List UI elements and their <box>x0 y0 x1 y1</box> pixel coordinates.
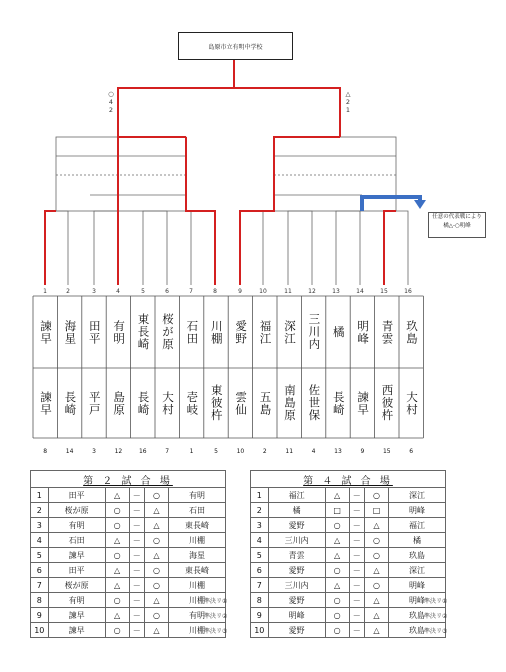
result-a: ○ <box>325 593 349 608</box>
match-number: 10 <box>31 623 49 638</box>
result-b: △ <box>145 548 169 563</box>
match-number: 1 <box>31 488 49 503</box>
result-a: ○ <box>105 593 129 608</box>
match-number: 3 <box>31 518 49 533</box>
match-number: 9 <box>251 608 269 623</box>
team-name: 玖島 <box>404 319 419 345</box>
slot-number: 16 <box>404 288 412 295</box>
team-a: 福江 <box>268 488 325 503</box>
team-a: 明峰 <box>268 608 325 623</box>
team-name: 桜が原 <box>160 313 175 351</box>
match-number: 1 <box>251 488 269 503</box>
dash: － <box>349 518 365 533</box>
semifinal-note: 準決リ③ <box>424 628 448 635</box>
team-name: 深江 <box>282 319 297 345</box>
semifinal-note: 準決リ③ <box>204 628 228 635</box>
team-b: 玖島 <box>388 608 445 623</box>
slot-number: 6 <box>165 288 169 295</box>
team-a: 愛野 <box>268 593 325 608</box>
note-line-1: 任意の代表戦により <box>432 214 482 220</box>
final-score-right: 2 <box>345 98 351 106</box>
result-b: △ <box>145 503 169 518</box>
team-b: 海星 <box>168 548 225 563</box>
slot-number: 5 <box>141 288 145 295</box>
team-region: 東彼杵 <box>209 384 224 422</box>
result-b: △ <box>365 623 389 638</box>
match-number: 5 <box>31 548 49 563</box>
result-a: △ <box>105 563 129 578</box>
result-b: △ <box>365 608 389 623</box>
slot-number: 11 <box>284 288 292 295</box>
result-a: △ <box>325 488 349 503</box>
team-region: 五島 <box>258 390 273 416</box>
draw-number: 5 <box>214 448 218 455</box>
team-a: 有明 <box>48 518 105 533</box>
champion-box: 島原市立有明中学校 <box>178 32 293 60</box>
match-number: 5 <box>251 548 269 563</box>
dash: － <box>349 623 365 638</box>
dash: － <box>129 518 145 533</box>
draw-number: 16 <box>138 448 147 455</box>
team-name: 青雲 <box>380 319 395 345</box>
dash: － <box>129 608 145 623</box>
draw-number: 14 <box>65 448 74 455</box>
final-score-right: 1 <box>345 106 351 114</box>
team-name: 川棚 <box>209 319 224 345</box>
final-score-left: ○ <box>108 90 114 98</box>
team-name: 諫早 <box>38 319 53 345</box>
team-b: 明峰 <box>388 503 445 518</box>
team-a: 諫早 <box>48 548 105 563</box>
note-line-2: 橘△-○明峰 <box>443 223 471 229</box>
match-number: 4 <box>251 533 269 548</box>
team-name: 明峰 <box>356 319 371 345</box>
dash: － <box>349 533 365 548</box>
result-a: ○ <box>105 548 129 563</box>
result-a: △ <box>325 548 349 563</box>
semifinal-note: 準決リ② <box>424 613 448 620</box>
result-a: △ <box>105 578 129 593</box>
dash: － <box>349 578 365 593</box>
match-number: 3 <box>251 518 269 533</box>
match-number: 6 <box>31 563 49 578</box>
slot-number: 1 <box>43 288 47 295</box>
result-a: △ <box>325 533 349 548</box>
team-b: 東長崎 <box>168 563 225 578</box>
team-b: 川棚 <box>168 533 225 548</box>
result-b: △ <box>145 518 169 533</box>
team-b: 川棚 <box>168 593 225 608</box>
draw-number: 3 <box>92 448 96 455</box>
result-b: △ <box>145 593 169 608</box>
team-b: 深江 <box>388 488 445 503</box>
slot-number: 14 <box>356 288 364 295</box>
result-b: △ <box>145 623 169 638</box>
team-region: 平戸 <box>87 390 102 416</box>
result-b: ○ <box>145 488 169 503</box>
draw-number: 7 <box>165 448 170 455</box>
team-a: 諫早 <box>48 623 105 638</box>
team-a: 桜が原 <box>48 503 105 518</box>
slot-number: 10 <box>259 288 267 295</box>
team-a: 愛野 <box>268 563 325 578</box>
team-a: 桜が原 <box>48 578 105 593</box>
team-name: 石田 <box>185 319 200 345</box>
team-region: 大村 <box>404 390 419 416</box>
draw-number: 11 <box>285 448 294 455</box>
dash: － <box>129 563 145 578</box>
dash: － <box>349 608 365 623</box>
team-a: 愛野 <box>268 518 325 533</box>
team-a: 橘 <box>268 503 325 518</box>
team-a: 田平 <box>48 488 105 503</box>
team-name: 橘 <box>331 325 346 339</box>
draw-number: 1 <box>189 448 194 455</box>
match-number: 4 <box>31 533 49 548</box>
dash: － <box>129 533 145 548</box>
match-number: 10 <box>251 623 269 638</box>
dash: － <box>129 623 145 638</box>
draw-number: 4 <box>311 448 316 455</box>
semifinal-note: 準決リ② <box>204 613 228 620</box>
team-region: 西彼杵 <box>380 384 395 422</box>
dash: － <box>349 488 365 503</box>
team-region: 佐世保 <box>307 384 322 422</box>
team-region: 長崎 <box>331 390 346 416</box>
team-region: 壱岐 <box>185 390 200 416</box>
semifinal-note: 準決リ① <box>204 598 228 605</box>
dash: － <box>129 578 145 593</box>
team-name: 東長崎 <box>136 313 151 351</box>
result-b: ○ <box>365 548 389 563</box>
dash: － <box>349 548 365 563</box>
draw-number: 9 <box>360 448 365 455</box>
team-name: 福江 <box>258 319 273 345</box>
draw-number: 15 <box>382 448 391 455</box>
team-region: 諫早 <box>38 390 53 416</box>
team-a: 三川内 <box>268 578 325 593</box>
final-score-right: △ <box>345 90 351 98</box>
draw-number: 6 <box>409 448 414 455</box>
draw-number: 8 <box>43 448 48 455</box>
result-b: ○ <box>145 533 169 548</box>
team-b: 東長崎 <box>168 518 225 533</box>
draw-number: 13 <box>334 448 342 455</box>
slot-number: 15 <box>380 288 388 295</box>
team-region: 諫早 <box>356 390 371 416</box>
team-a: 田平 <box>48 563 105 578</box>
result-b: ○ <box>365 578 389 593</box>
final-score-left: 2 <box>108 106 114 114</box>
team-region: 南島原 <box>282 384 297 422</box>
team-region: 雲仙 <box>234 390 249 416</box>
team-b: 有明 <box>168 608 225 623</box>
result-b: ○ <box>145 563 169 578</box>
result-a: ○ <box>325 623 349 638</box>
semifinal-note: 準決リ① <box>424 598 448 605</box>
result-b: △ <box>365 518 389 533</box>
result-a: △ <box>105 533 129 548</box>
dash: － <box>129 593 145 608</box>
team-b: 明峰 <box>388 593 445 608</box>
result-a: ○ <box>105 503 129 518</box>
draw-number: 2 <box>262 448 267 455</box>
result-b: △ <box>365 593 389 608</box>
team-region: 長崎 <box>63 390 78 416</box>
draw-number: 12 <box>114 448 123 455</box>
team-region: 大村 <box>160 390 175 416</box>
team-name: 海星 <box>63 319 78 345</box>
dash: － <box>349 593 365 608</box>
team-name: 田平 <box>87 319 102 345</box>
team-b: 玖島 <box>388 548 445 563</box>
slot-number: 2 <box>66 288 70 295</box>
team-b: 石田 <box>168 503 225 518</box>
team-region: 島原 <box>112 390 127 416</box>
result-a: △ <box>105 608 129 623</box>
team-name: 愛野 <box>234 319 249 345</box>
dash: － <box>129 548 145 563</box>
match-number: 8 <box>31 593 49 608</box>
result-b: ○ <box>145 578 169 593</box>
result-a: ○ <box>105 518 129 533</box>
result-b: ○ <box>145 608 169 623</box>
team-b: 深江 <box>388 563 445 578</box>
result-a: ○ <box>325 563 349 578</box>
team-b: 川棚 <box>168 623 225 638</box>
slot-number: 13 <box>332 288 340 295</box>
draw-number: 10 <box>236 448 245 455</box>
result-a: ○ <box>325 518 349 533</box>
dash: － <box>129 503 145 518</box>
team-a: 青雲 <box>268 548 325 563</box>
slot-number: 9 <box>238 288 242 295</box>
team-b: 川棚 <box>168 578 225 593</box>
team-b: 有明 <box>168 488 225 503</box>
result-b: □ <box>365 503 389 518</box>
team-region: 長崎 <box>136 390 151 416</box>
team-b: 明峰 <box>388 578 445 593</box>
team-b: 福江 <box>388 518 445 533</box>
match-number: 2 <box>251 503 269 518</box>
slot-number: 7 <box>189 288 193 295</box>
match-number: 8 <box>251 593 269 608</box>
final-score-left: 4 <box>108 98 114 106</box>
match-number: 6 <box>251 563 269 578</box>
team-a: 三川内 <box>268 533 325 548</box>
court-title: 第 ２ 試 合 場 <box>31 471 226 488</box>
result-b: ○ <box>365 488 389 503</box>
team-name: 三川内 <box>307 313 322 351</box>
dash: － <box>129 488 145 503</box>
slot-number: 12 <box>308 288 316 295</box>
match-number: 2 <box>31 503 49 518</box>
court-title: 第 ４ 試 合 場 <box>251 471 446 488</box>
team-a: 愛野 <box>268 623 325 638</box>
match-number: 7 <box>31 578 49 593</box>
result-a: ○ <box>325 608 349 623</box>
result-b: △ <box>365 563 389 578</box>
slot-number: 4 <box>116 288 120 295</box>
result-a: ○ <box>105 623 129 638</box>
dash: － <box>349 563 365 578</box>
result-a: △ <box>105 488 129 503</box>
match-number: 9 <box>31 608 49 623</box>
dash: － <box>349 503 365 518</box>
slot-number: 8 <box>213 288 217 295</box>
result-b: ○ <box>365 533 389 548</box>
team-b: 橘 <box>388 533 445 548</box>
team-a: 石田 <box>48 533 105 548</box>
team-a: 諫早 <box>48 608 105 623</box>
team-name: 有明 <box>112 319 127 345</box>
team-a: 有明 <box>48 593 105 608</box>
team-b: 玖島 <box>388 623 445 638</box>
result-a: △ <box>325 578 349 593</box>
result-a: □ <box>325 503 349 518</box>
slot-number: 3 <box>92 288 96 295</box>
match-number: 7 <box>251 578 269 593</box>
